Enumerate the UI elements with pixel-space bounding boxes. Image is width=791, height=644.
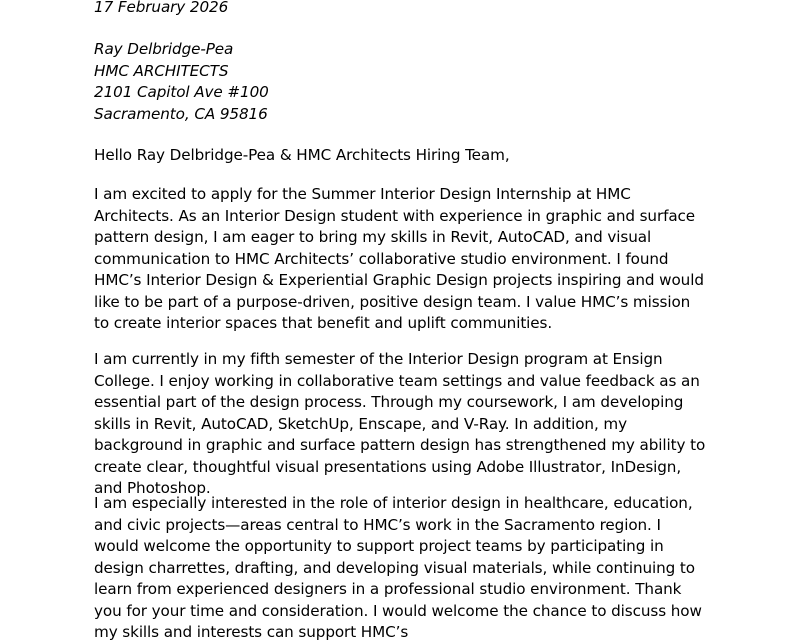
recipient-address — [94, 39, 706, 125]
recipient-name: Ray Delbridge-Pea — [94, 40, 234, 58]
letter-paragraph-2: I am currently in my fifth semester of the Interior Design program at Ensign College. I enjoy working in collaborative team settings and value feedback as an essential part of the design process. Through my coursework, I am developing skills in Revit, AutoCAD, SketchUp, Enscape, and V-Ray. In addition, my background in graphic and surface pattern design has strengthened my ability to create clear, thoughtful visual presentations using Adobe Illustrator, InDesign, and Photoshop. — [94, 350, 706, 497]
recipient-street: 2101 Capitol Ave #100 — [94, 83, 269, 101]
letter-paragraph-1: I am excited to apply for the Summer Interior Design Internship at HMC Architects. As an Interior Design student with experience in graphic and surface pattern design, I am eager to bring my skills in Revit, AutoCAD, and visual communication to HMC Architects’ collaborative studio environment. I found HMC’s Interior Design & Experiential Graphic Design projects inspiring and would like to be part of a purpose-driven, positive design team. I value HMC’s mission to create interior spaces that benefit and uplift communities. — [94, 185, 704, 332]
recipient-city-state-zip: Sacramento, CA 95816 — [94, 104, 268, 123]
letter-date: 17 February 2026 — [94, 0, 229, 16]
recipient-company: HMC ARCHITECTS — [94, 61, 229, 80]
letter-salutation: Hello Ray Delbridge-Pea & HMC Architects Hiring Team, — [94, 146, 510, 164]
letter-paragraph-3: I am especially interested in the role of interior design in healthcare, education, and civic projects—areas central to HMC’s work in the Sacramento region. I would welcome the opportunity to support project teams by participating in design charrettes, drafting, and developing visual materials, while continuing to learn from experienced designers in a professional studio environment. Thank you for your time and consideration. I would welcome the chance to discuss how my skills and interests can support HMC’s — [94, 494, 702, 641]
